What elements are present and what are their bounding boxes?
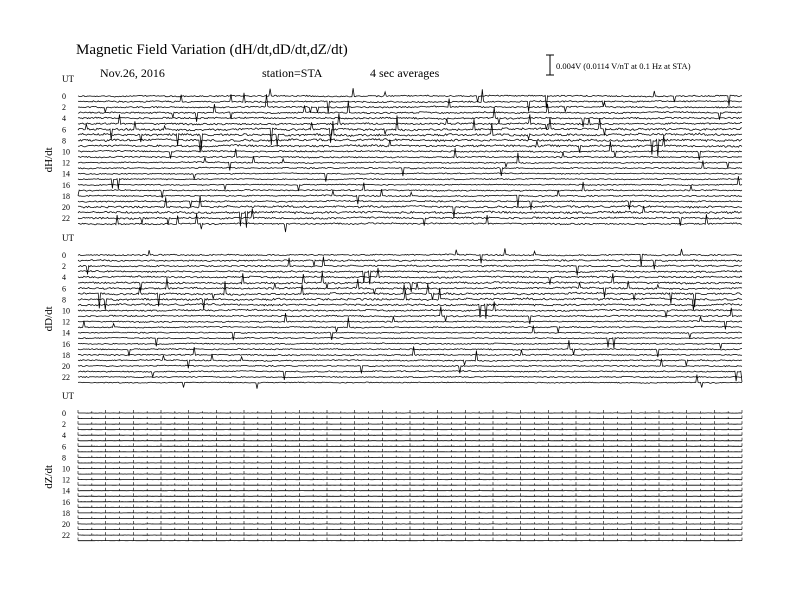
trace-line — [78, 88, 742, 108]
scale-bar — [546, 55, 554, 75]
panel-ylabel: dH/dt — [43, 147, 55, 173]
panel-ylabel: dZ/dt — [43, 464, 55, 489]
hour-label: 8 — [62, 136, 66, 146]
hour-label: 0 — [62, 92, 66, 101]
hour-label: 6 — [62, 125, 66, 135]
hour-label: 14 — [62, 328, 70, 338]
ut-label: UT — [62, 74, 74, 84]
hour-label: 2 — [62, 103, 66, 113]
date-label: Nov.26, 2016 — [100, 66, 165, 80]
hour-label: 12 — [62, 317, 70, 327]
trace-line — [78, 196, 742, 219]
trace-line — [78, 317, 742, 332]
trace-line — [78, 178, 742, 189]
hour-label: 4 — [62, 431, 66, 441]
trace-line — [78, 346, 742, 356]
trace-line — [78, 114, 742, 130]
hour-label: 10 — [62, 306, 70, 316]
panel-ylabel: dD/dt — [43, 306, 55, 332]
hour-label: 20 — [62, 362, 70, 371]
hour-label: 16 — [62, 497, 70, 507]
hour-label: 20 — [62, 520, 70, 529]
hour-label: 16 — [62, 180, 70, 190]
hour-label: 6 — [62, 284, 66, 294]
hour-label: 22 — [62, 373, 70, 383]
trace-line — [78, 214, 742, 232]
hour-label: 12 — [62, 475, 70, 485]
hour-label: 6 — [62, 442, 66, 452]
panel-dz-dt — [43, 391, 742, 541]
trace-line — [78, 257, 742, 276]
station-label: station=STA — [262, 66, 323, 80]
hour-label: 18 — [62, 350, 70, 360]
trace-line — [78, 139, 742, 157]
hour-label: 14 — [62, 169, 70, 179]
trace-line — [78, 200, 742, 210]
hour-label: 0 — [62, 409, 66, 418]
trace-line — [78, 337, 742, 348]
trace-line — [78, 89, 742, 113]
trace-line — [78, 259, 742, 269]
trace-line — [78, 248, 742, 266]
panel-dd-dt — [43, 233, 742, 389]
hour-label: 10 — [62, 464, 70, 474]
hour-label: 14 — [62, 486, 70, 496]
trace-line — [78, 189, 742, 207]
hour-label: 8 — [62, 453, 66, 463]
ut-label: UT — [62, 233, 74, 243]
hour-label: 18 — [62, 508, 70, 518]
hour-label: 18 — [62, 191, 70, 201]
trace-line — [78, 288, 742, 311]
hour-label: 12 — [62, 158, 70, 168]
ut-label: UT — [62, 391, 74, 401]
trace-panels — [43, 74, 742, 541]
hour-label: 0 — [62, 251, 66, 260]
averaging-label: 4 sec averages — [370, 66, 440, 80]
hour-label: 2 — [62, 420, 66, 430]
hour-label: 20 — [62, 203, 70, 212]
hour-label: 4 — [62, 114, 66, 124]
hour-label: 16 — [62, 339, 70, 349]
trace-line — [78, 173, 742, 182]
hour-label: 22 — [62, 214, 70, 224]
trace-line — [78, 376, 742, 378]
hour-label: 10 — [62, 147, 70, 157]
hour-label: 22 — [62, 531, 70, 541]
panel-dh-dt — [43, 74, 742, 232]
chart-title: Magnetic Field Variation (dH/dt,dD/dt,dZ/dt) — [76, 42, 348, 58]
scale-note: 0.004V (0.0114 V/nT at 0.1 Hz at STA) — [556, 61, 691, 71]
hour-label: 8 — [62, 295, 66, 305]
hour-label: 4 — [62, 273, 66, 283]
hour-label: 2 — [62, 262, 66, 272]
trace-line — [78, 148, 742, 158]
trace-line — [78, 343, 742, 349]
